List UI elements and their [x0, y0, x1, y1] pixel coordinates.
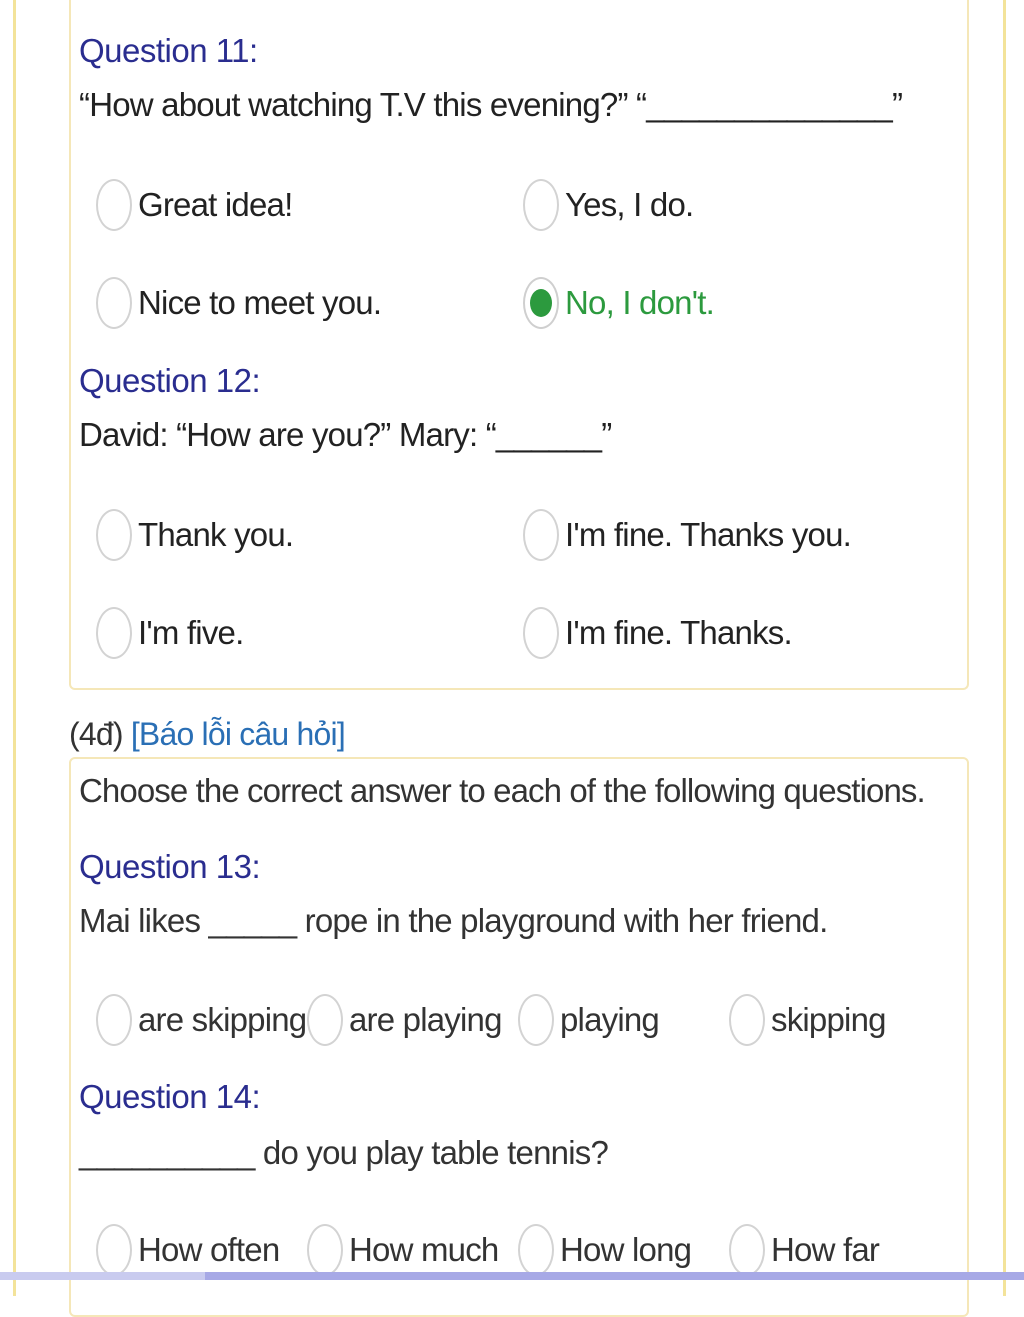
radio-icon[interactable]: [523, 179, 559, 231]
radio-icon[interactable]: [96, 1224, 132, 1276]
option-label: I'm five.: [138, 614, 244, 651]
radio-icon[interactable]: [96, 277, 132, 329]
question-13-title: Question 13:: [79, 848, 261, 885]
question-14-title: Question 14:: [79, 1078, 261, 1115]
question-14-text: __________ do you play table tennis?: [79, 1134, 608, 1171]
option-label: I'm fine. Thanks you.: [565, 516, 852, 553]
radio-icon[interactable]: [307, 994, 343, 1046]
question-12-title: Question 12:: [79, 362, 261, 399]
option-label: are playing: [349, 1001, 502, 1038]
option-label: How much: [349, 1231, 499, 1268]
radio-icon[interactable]: [96, 509, 132, 561]
q12-option-b[interactable]: [523, 505, 851, 565]
q13-option-d[interactable]: [729, 990, 886, 1050]
q11-option-b[interactable]: [523, 175, 693, 235]
q14-option-a[interactable]: [96, 1220, 279, 1280]
radio-icon[interactable]: [96, 607, 132, 659]
q11-option-a[interactable]: [96, 175, 292, 235]
section-points: [69, 716, 345, 753]
q12-option-a[interactable]: [96, 505, 293, 565]
report-question-link[interactable]: [Báo lỗi câu hỏi]: [130, 716, 345, 752]
question-13-text: Mai likes _____ rope in the playground with her friend.: [79, 902, 828, 939]
option-label: playing: [560, 1001, 659, 1038]
section-instructions: Choose the correct answer to each of the following questions.: [79, 772, 925, 809]
option-label: Yes, I do.: [565, 186, 694, 223]
q11-option-c[interactable]: [96, 273, 381, 333]
option-label: How far: [771, 1231, 880, 1268]
question-11-text: “How about watching T.V this evening?” “______________”: [79, 86, 903, 123]
option-label: are skipping: [138, 1001, 307, 1038]
radio-icon[interactable]: [729, 1224, 765, 1276]
q14-option-d[interactable]: [729, 1220, 879, 1280]
option-label-selected: No, I don't.: [565, 284, 714, 321]
question-12-text: David: “How are you?” Mary: “______”: [79, 416, 612, 453]
radio-icon[interactable]: [96, 994, 132, 1046]
points-value: (4đ): [69, 716, 123, 752]
question-11-title: Question 11:: [79, 32, 258, 69]
radio-checked-icon[interactable]: [523, 277, 559, 329]
option-label: skipping: [771, 1001, 886, 1038]
radio-icon[interactable]: [523, 509, 559, 561]
option-label: Thank you.: [138, 516, 294, 553]
radio-icon[interactable]: [523, 607, 559, 659]
bottom-bar-segment: [0, 1272, 205, 1280]
q14-option-c[interactable]: [518, 1220, 691, 1280]
radio-icon[interactable]: [96, 179, 132, 231]
q13-option-c[interactable]: [518, 990, 659, 1050]
q13-option-a[interactable]: [96, 990, 306, 1050]
option-label: Nice to meet you.: [138, 284, 382, 321]
q13-option-b[interactable]: [307, 990, 502, 1050]
option-label: Great idea!: [138, 186, 293, 223]
q11-option-d[interactable]: [523, 273, 714, 333]
radio-icon[interactable]: [729, 994, 765, 1046]
radio-icon[interactable]: [518, 1224, 554, 1276]
option-label: I'm fine. Thanks.: [565, 614, 792, 651]
q12-option-c[interactable]: [96, 603, 243, 663]
option-label: How long: [560, 1231, 692, 1268]
radio-icon[interactable]: [307, 1224, 343, 1276]
radio-icon[interactable]: [518, 994, 554, 1046]
option-label: How often: [138, 1231, 280, 1268]
q12-option-d[interactable]: [523, 603, 792, 663]
q14-option-b[interactable]: [307, 1220, 498, 1280]
